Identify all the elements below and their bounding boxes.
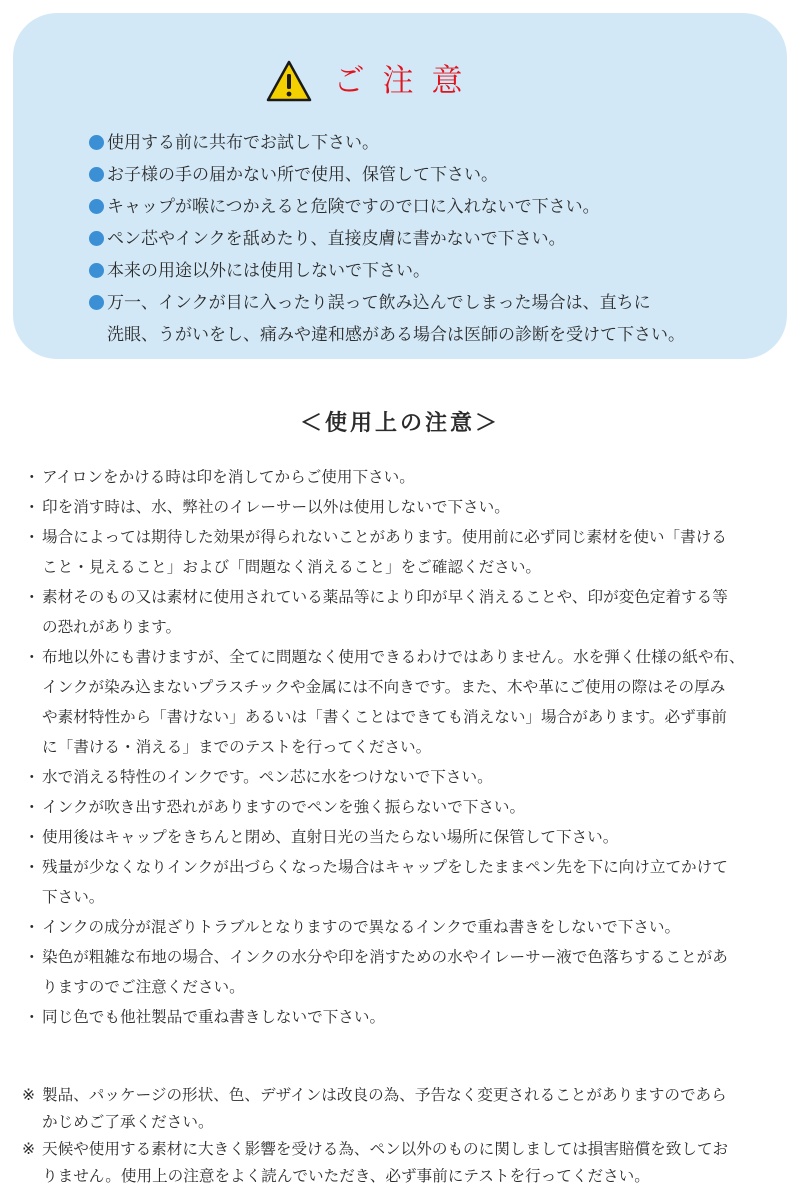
usage-bullet: ・ (24, 1008, 40, 1026)
usage-item (22, 462, 784, 492)
warning-item-text: 本来の用途以外には使用しないで下さい。 (107, 261, 430, 281)
note-mark: ※ (22, 1140, 36, 1158)
warning-item-text: 万一、インクが目に入ったり誤って飲み込んでしまった場合は、直ちに 洗眼、うがいをし、痛みや違和感がある場合は医師の診断を受けて下さい。 (107, 293, 685, 345)
usage-item (22, 822, 784, 852)
note-item-text: 天候や使用する素材に大きく影響を受ける為、ペン以外のものに関しましては損害賠償を致してお りません。使用上の注意をよく読んでいただき、必ず事前にテストを行ってください。 (42, 1140, 729, 1185)
bullet-dot-icon (89, 167, 104, 182)
bullet-dot-icon (89, 231, 104, 246)
usage-bullet: ・ (24, 918, 40, 936)
usage-bullet: ・ (24, 768, 40, 786)
usage-bullet: ・ (24, 798, 40, 816)
usage-bullet: ・ (24, 858, 40, 876)
usage-item-text: インクが吹き出す恐れがありますのでペンを強く振らないで下さい。 (42, 798, 526, 816)
usage-title: ＜使用上の注意＞ (299, 411, 500, 436)
usage-item (22, 642, 784, 762)
usage-bullet: ・ (24, 828, 40, 846)
usage-item-text: 使用後はキャップをきちんと閉め、直射日光の当たらない場所に保管して下さい。 (42, 828, 619, 846)
warning-item (89, 191, 685, 223)
warning-triangle-icon (266, 60, 312, 102)
warning-header (13, 57, 733, 105)
usage-list (22, 462, 784, 1032)
note-item (22, 1082, 788, 1136)
note-item-text: 製品、パッケージの形状、色、デザインは改良の為、予告なく変更されることがありますのであら かじめご了承ください。 (42, 1086, 727, 1131)
warning-list (89, 127, 685, 351)
usage-item (22, 582, 784, 642)
usage-item (22, 912, 784, 942)
usage-item (22, 1002, 784, 1032)
usage-bullet: ・ (24, 468, 40, 486)
warning-item (89, 255, 685, 287)
warning-item (89, 287, 685, 351)
note-item (22, 1136, 788, 1190)
warning-item (89, 223, 685, 255)
warning-item (89, 159, 685, 191)
usage-item (22, 522, 784, 582)
usage-item (22, 492, 784, 522)
warning-item-text: ペン芯やインクを舐めたり、直接皮膚に書かないで下さい。 (107, 229, 566, 249)
usage-item-text: 同じ色でも他社製品で重ね書きしないで下さい。 (42, 1008, 386, 1026)
usage-item-text: 残量が少なくなりインクが出づらくなった場合はキャップをしたままペン先を下に向け立てかけて 下さい。 (42, 858, 728, 906)
usage-item-text: 場合によっては期待した効果が得られないことがあります。使用前に必ず同じ素材を使い「書ける こと・見えること」および「問題なく消えること」をご確認ください。 (42, 528, 727, 576)
usage-item (22, 942, 784, 1002)
usage-bullet: ・ (24, 648, 40, 666)
warning-box (13, 13, 787, 359)
usage-bullet: ・ (24, 948, 40, 966)
usage-item-text: インクの成分が混ざりトラブルとなりますので異なるインクで重ね書きをしないで下さい。 (42, 918, 681, 936)
bullet-dot-icon (89, 295, 104, 310)
usage-item (22, 792, 784, 822)
usage-item-text: 水で消える特性のインクです。ペン芯に水をつけないで下さい。 (42, 768, 493, 786)
usage-item (22, 762, 784, 792)
usage-bullet: ・ (24, 498, 40, 516)
usage-bullet: ・ (24, 528, 40, 546)
warning-item-text: キャップが喉につかえると危険ですので口に入れないで下さい。 (107, 197, 600, 217)
warning-item-text: 使用する前に共布でお試し下さい。 (107, 133, 379, 153)
warning-item (89, 127, 685, 159)
usage-bullet: ・ (24, 588, 40, 606)
usage-item-text: 素材そのもの又は素材に使用されている薬品等により印が早く消えることや、印が変色定着する等 の恐れがあります。 (42, 588, 728, 636)
usage-item-text: 染色が粗雑な布地の場合、インクの水分や印を消すための水やイレーサー液で色落ちすることがあ りますのでご注意ください。 (42, 948, 728, 996)
usage-item-text: 印を消す時は、水、弊社のイレーサー以外は使用しないで下さい。 (42, 498, 510, 516)
warning-title: ご注意 (333, 63, 481, 99)
bullet-dot-icon (89, 199, 104, 214)
bullet-dot-icon (89, 263, 104, 278)
usage-item-text: アイロンをかける時は印を消してからご使用下さい。 (42, 468, 415, 486)
bullet-dot-icon (89, 135, 104, 150)
usage-item-text: 布地以外にも書けますが、全てに問題なく使用できるわけではありません。水を弾く仕様の紙や布、 インクが染み込まないプラスチックや金属には不向きです。また、木や革にご使用の際はその厚み や素材特性から「書けない」あるいは「書くことはできても消えない」場合があります。必ず事前 に「書ける・消える」までのテストを行ってください。 (42, 648, 745, 756)
notes-list (22, 1082, 788, 1190)
note-mark: ※ (22, 1086, 36, 1104)
usage-item (22, 852, 784, 912)
warning-item-text: お子様の手の届かない所で使用、保管して下さい。 (107, 165, 498, 185)
